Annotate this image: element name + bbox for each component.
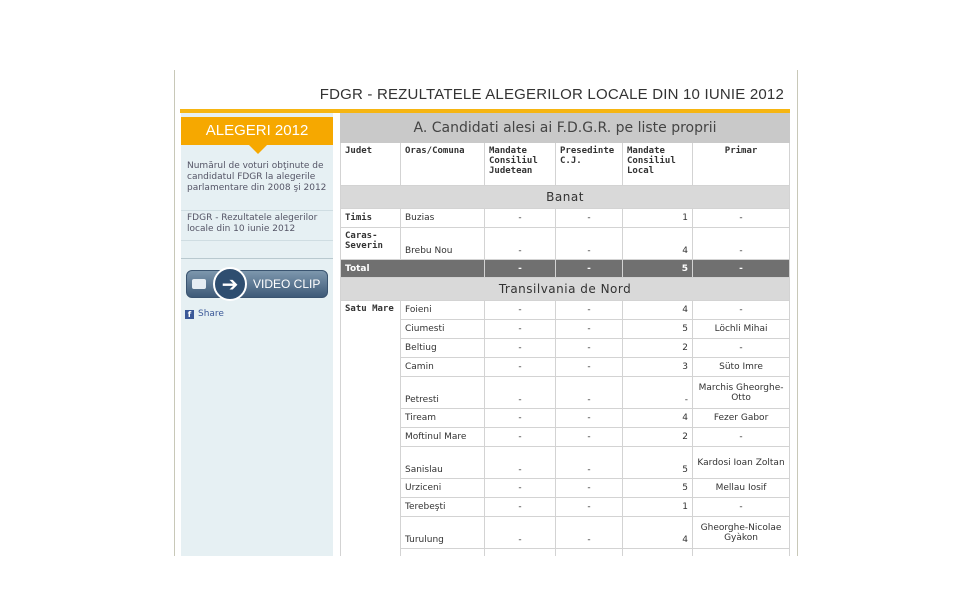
region-banat: Banat <box>341 186 790 209</box>
cell-mcl: 3 <box>623 358 693 377</box>
cell-oras: Buzias <box>401 209 485 228</box>
cell-mcl: 1 <box>623 209 693 228</box>
cell-primar: - <box>693 228 790 260</box>
cell-mcj: - <box>485 479 556 498</box>
table-row <box>341 301 790 320</box>
cell-primar: Marchis Gheorghe-Otto <box>693 377 790 409</box>
table-row <box>341 358 790 377</box>
cell-primar: Mellau Iosif <box>693 479 790 498</box>
cell-pcj: - <box>556 479 623 498</box>
sidebar-heading-notch <box>249 145 267 154</box>
sidebar-link-label: Numărul de voturi obţinute de candidatul FDGR la alegerile parlamentare din 2008 şi 2012 <box>187 161 327 193</box>
cell-mcl: 4 <box>623 409 693 428</box>
total-primar: - <box>693 260 790 278</box>
table-row <box>341 209 790 228</box>
table-caption: A. Candidati alesi ai F.D.G.R. pe liste proprii <box>341 114 790 143</box>
cell-mcl: 1 <box>623 498 693 517</box>
facebook-icon: f <box>185 310 194 319</box>
cell-primar: Süto Imre <box>693 358 790 377</box>
cell-mcj: - <box>485 228 556 260</box>
cell-oras: Sanislau <box>401 447 485 479</box>
cell-judet: Satu Mare <box>341 301 401 568</box>
header-primar: Primar <box>693 143 790 186</box>
cell-primar: Fezer Gabor <box>693 409 790 428</box>
cell-mcl: 4 <box>623 517 693 549</box>
header-judet: Judet <box>341 143 401 186</box>
header-presedinte-cj: Presedinte C.J. <box>556 143 623 186</box>
cell-oras: Turulung <box>401 517 485 549</box>
cell-oras: Tiream <box>401 409 485 428</box>
cell-pcj: - <box>556 301 623 320</box>
header-oras: Oras/Comuna <box>401 143 485 186</box>
cell-pcj: - <box>556 339 623 358</box>
cell-mcl: 5 <box>623 320 693 339</box>
page-title: FDGR - REZULTATELE ALEGERILOR LOCALE DIN 10 IUNIE 2012 <box>319 86 784 103</box>
cell-mcl: 5 <box>623 479 693 498</box>
table-row <box>341 428 790 447</box>
cell-pcj: - <box>556 498 623 517</box>
header-mandate-cl: Mandate Consiliul Local <box>623 143 693 186</box>
frame-left-border <box>174 70 175 556</box>
cell-primar: - <box>693 339 790 358</box>
table-row <box>341 447 790 479</box>
table-row <box>341 377 790 409</box>
cell-mcj: - <box>485 320 556 339</box>
cell-oras: Brebu Nou <box>401 228 485 260</box>
cell-primar: Kardosi Ioan Zoltan <box>693 447 790 479</box>
total-pcj: - <box>556 260 623 278</box>
cell-mcl: 5 <box>623 447 693 479</box>
cell-judet: Timis <box>341 209 401 228</box>
cell-mcl: 2 <box>623 428 693 447</box>
table-row <box>341 409 790 428</box>
share-button[interactable] <box>185 309 224 319</box>
sidebar-link-votes[interactable] <box>181 161 333 211</box>
total-mcj: - <box>485 260 556 278</box>
cell-mcj: - <box>485 517 556 549</box>
table-header-row <box>341 143 790 186</box>
table-row <box>341 517 790 549</box>
cell-mcj: - <box>485 358 556 377</box>
cell-pcj: - <box>556 517 623 549</box>
cell-primar: - <box>693 428 790 447</box>
cell-oras: Camin <box>401 358 485 377</box>
cell-mcj: - <box>485 447 556 479</box>
results-table <box>340 113 790 568</box>
cell-mcj: - <box>485 209 556 228</box>
cell-judet: Caras-Severin <box>341 228 401 260</box>
header-mandate-cj: Mandate Consiliul Judetean <box>485 143 556 186</box>
viewport-bottom-mask <box>0 556 970 606</box>
table-row <box>341 228 790 260</box>
cell-pcj: - <box>556 320 623 339</box>
cell-oras: Ciumesti <box>401 320 485 339</box>
cell-mcl: - <box>623 377 693 409</box>
sidebar-divider <box>181 258 333 259</box>
sidebar-link-label: FDGR - Rezultatele alegerilor locale din 10 iunie 2012 <box>187 213 318 234</box>
cell-pcj: - <box>556 409 623 428</box>
cell-primar: - <box>693 498 790 517</box>
cell-mcl: 4 <box>623 228 693 260</box>
table-row <box>341 479 790 498</box>
video-clip-button[interactable] <box>186 270 328 298</box>
video-clip-label: VIDEO CLIP <box>253 277 321 291</box>
cell-oras: Urziceni <box>401 479 485 498</box>
results-table-wrapper <box>340 113 789 568</box>
cell-pcj: - <box>556 228 623 260</box>
total-mcl: 5 <box>623 260 693 278</box>
camera-icon <box>192 279 206 289</box>
total-label: Total <box>341 260 485 278</box>
cell-pcj: - <box>556 358 623 377</box>
sidebar-heading: ALEGERI 2012 <box>181 117 333 145</box>
cell-mcj: - <box>485 301 556 320</box>
cell-oras: Petresti <box>401 377 485 409</box>
table-row <box>341 320 790 339</box>
cell-oras: Terebeşti <box>401 498 485 517</box>
cell-mcl: 4 <box>623 301 693 320</box>
cell-mcl: 2 <box>623 339 693 358</box>
table-row <box>341 498 790 517</box>
cell-pcj: - <box>556 428 623 447</box>
cell-primar: - <box>693 301 790 320</box>
sidebar-link-results[interactable] <box>181 213 333 241</box>
cell-mcj: - <box>485 409 556 428</box>
cell-primar: Gheorghe-Nicolae Gyàkon <box>693 517 790 549</box>
cell-pcj: - <box>556 377 623 409</box>
cell-primar: Löchli Mihai <box>693 320 790 339</box>
sidebar <box>181 113 333 556</box>
cell-pcj: - <box>556 209 623 228</box>
table-row <box>341 339 790 358</box>
cell-oras: Beltiug <box>401 339 485 358</box>
cell-mcj: - <box>485 377 556 409</box>
cell-oras: Foieni <box>401 301 485 320</box>
cell-mcj: - <box>485 498 556 517</box>
total-row <box>341 260 790 278</box>
cell-mcj: - <box>485 428 556 447</box>
cell-oras: Moftinul Mare <box>401 428 485 447</box>
cell-mcj: - <box>485 339 556 358</box>
share-label: Share <box>198 309 224 319</box>
region-transilvania: Transilvania de Nord <box>341 278 790 301</box>
cell-pcj: - <box>556 447 623 479</box>
frame-right-border <box>797 70 798 556</box>
arrow-right-icon: ➔ <box>213 267 247 301</box>
cell-primar: - <box>693 209 790 228</box>
